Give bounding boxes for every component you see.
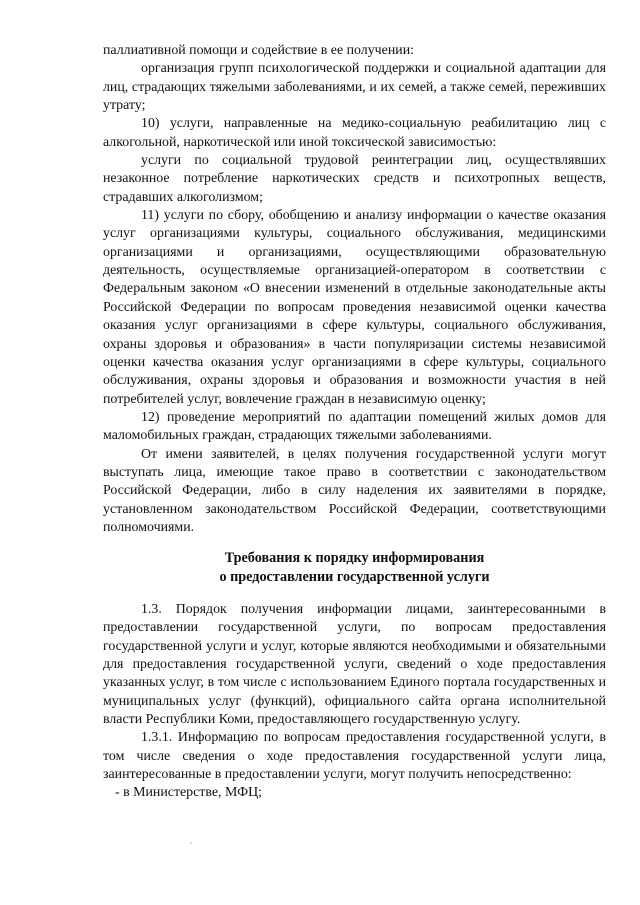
paragraph: 10) услуги, направленные на медико-социальную реабилитацию лиц с алкогольной, наркотической или иной токсической зависимостью: [103, 116, 606, 150]
paragraph: услуги по социальной трудовой реинтеграции лиц, осуществлявших незаконное потребление наркотических средств и психотропных веществ, страдавших алкоголизмом; [103, 153, 606, 205]
paragraph: - в Министерстве, МФЦ; [115, 785, 262, 801]
section-heading [103, 549, 606, 586]
paragraph: 1.3. Порядок получения информации лицами, заинтересованными в предоставлении государственной услуги, по вопросам предоставления государственной услуги и услуг, которые являются необходимыми и обязательными для предоставления государственной услуги, сведений о ходе предоставления указанных услуг, в том числе с использованием Единого портала государственных и муниципальных услуг (функций), официального сайта органа исполнительной власти Республики Коми, предоставляющего государственную услугу. [103, 602, 606, 728]
scan-speck [190, 842, 192, 844]
heading-line: о предоставлении государственной услуги [219, 568, 490, 585]
top-text-block [103, 42, 606, 537]
bottom-text-block [103, 601, 606, 803]
paragraph: 11) услуги по сбору, обобщению и анализу информации о качестве оказания услуг организациями культуры, социального обслуживания, медицинскими организациями и организациями, осуществляющими образовательную деятельность, осуществляемые организацией-оператором в соответствии с Федеральным законом «О внесении изменений в отдельные законодательные акты Российской Федерации по вопросам проведения независимой оценки качества оказания услуг организациями в сфере культуры, социального обслуживания, охраны здоровья и образования» в части популяризации системы независимой оценки качества оказания услуг организациями в сфере культуры, социального обслуживания, охраны здоровья и образования и возможности участия в ней потребителей услуг, вовлечение граждан в независимую оценку; [103, 208, 606, 407]
paragraph: От имени заявителей, в целях получения государственной услуги могут выступать лица, имеющие такое право в соответствии с законодательством Российской Федерации, либо в силу наделения их заявителями в порядке, установленном законодательством Российской Федерации, соответствующими полномочиями. [103, 446, 606, 535]
paragraph: паллиативной помощи и содействие в ее получении: [103, 43, 414, 58]
paragraph: организация групп психологической поддержки и социальной адаптации для лиц, страдающих тяжелыми заболеваниями, и их семей, а также семей, переживших утрату; [103, 61, 606, 114]
paragraph: 12) проведение мероприятий по адаптации помещений жилых домов для маломобильных граждан, страдающих тяжелыми заболеваниями. [103, 409, 606, 444]
paragraph: 1.3.1. Информацию по вопросам предоставления государственной услуги, в том числе сведения о ходе предоставления государственной услуги лица, заинтересованные в предоставлении услуги, могут получить непосредственно: [103, 730, 606, 783]
heading-line: Требования к порядку информирования [224, 550, 485, 566]
